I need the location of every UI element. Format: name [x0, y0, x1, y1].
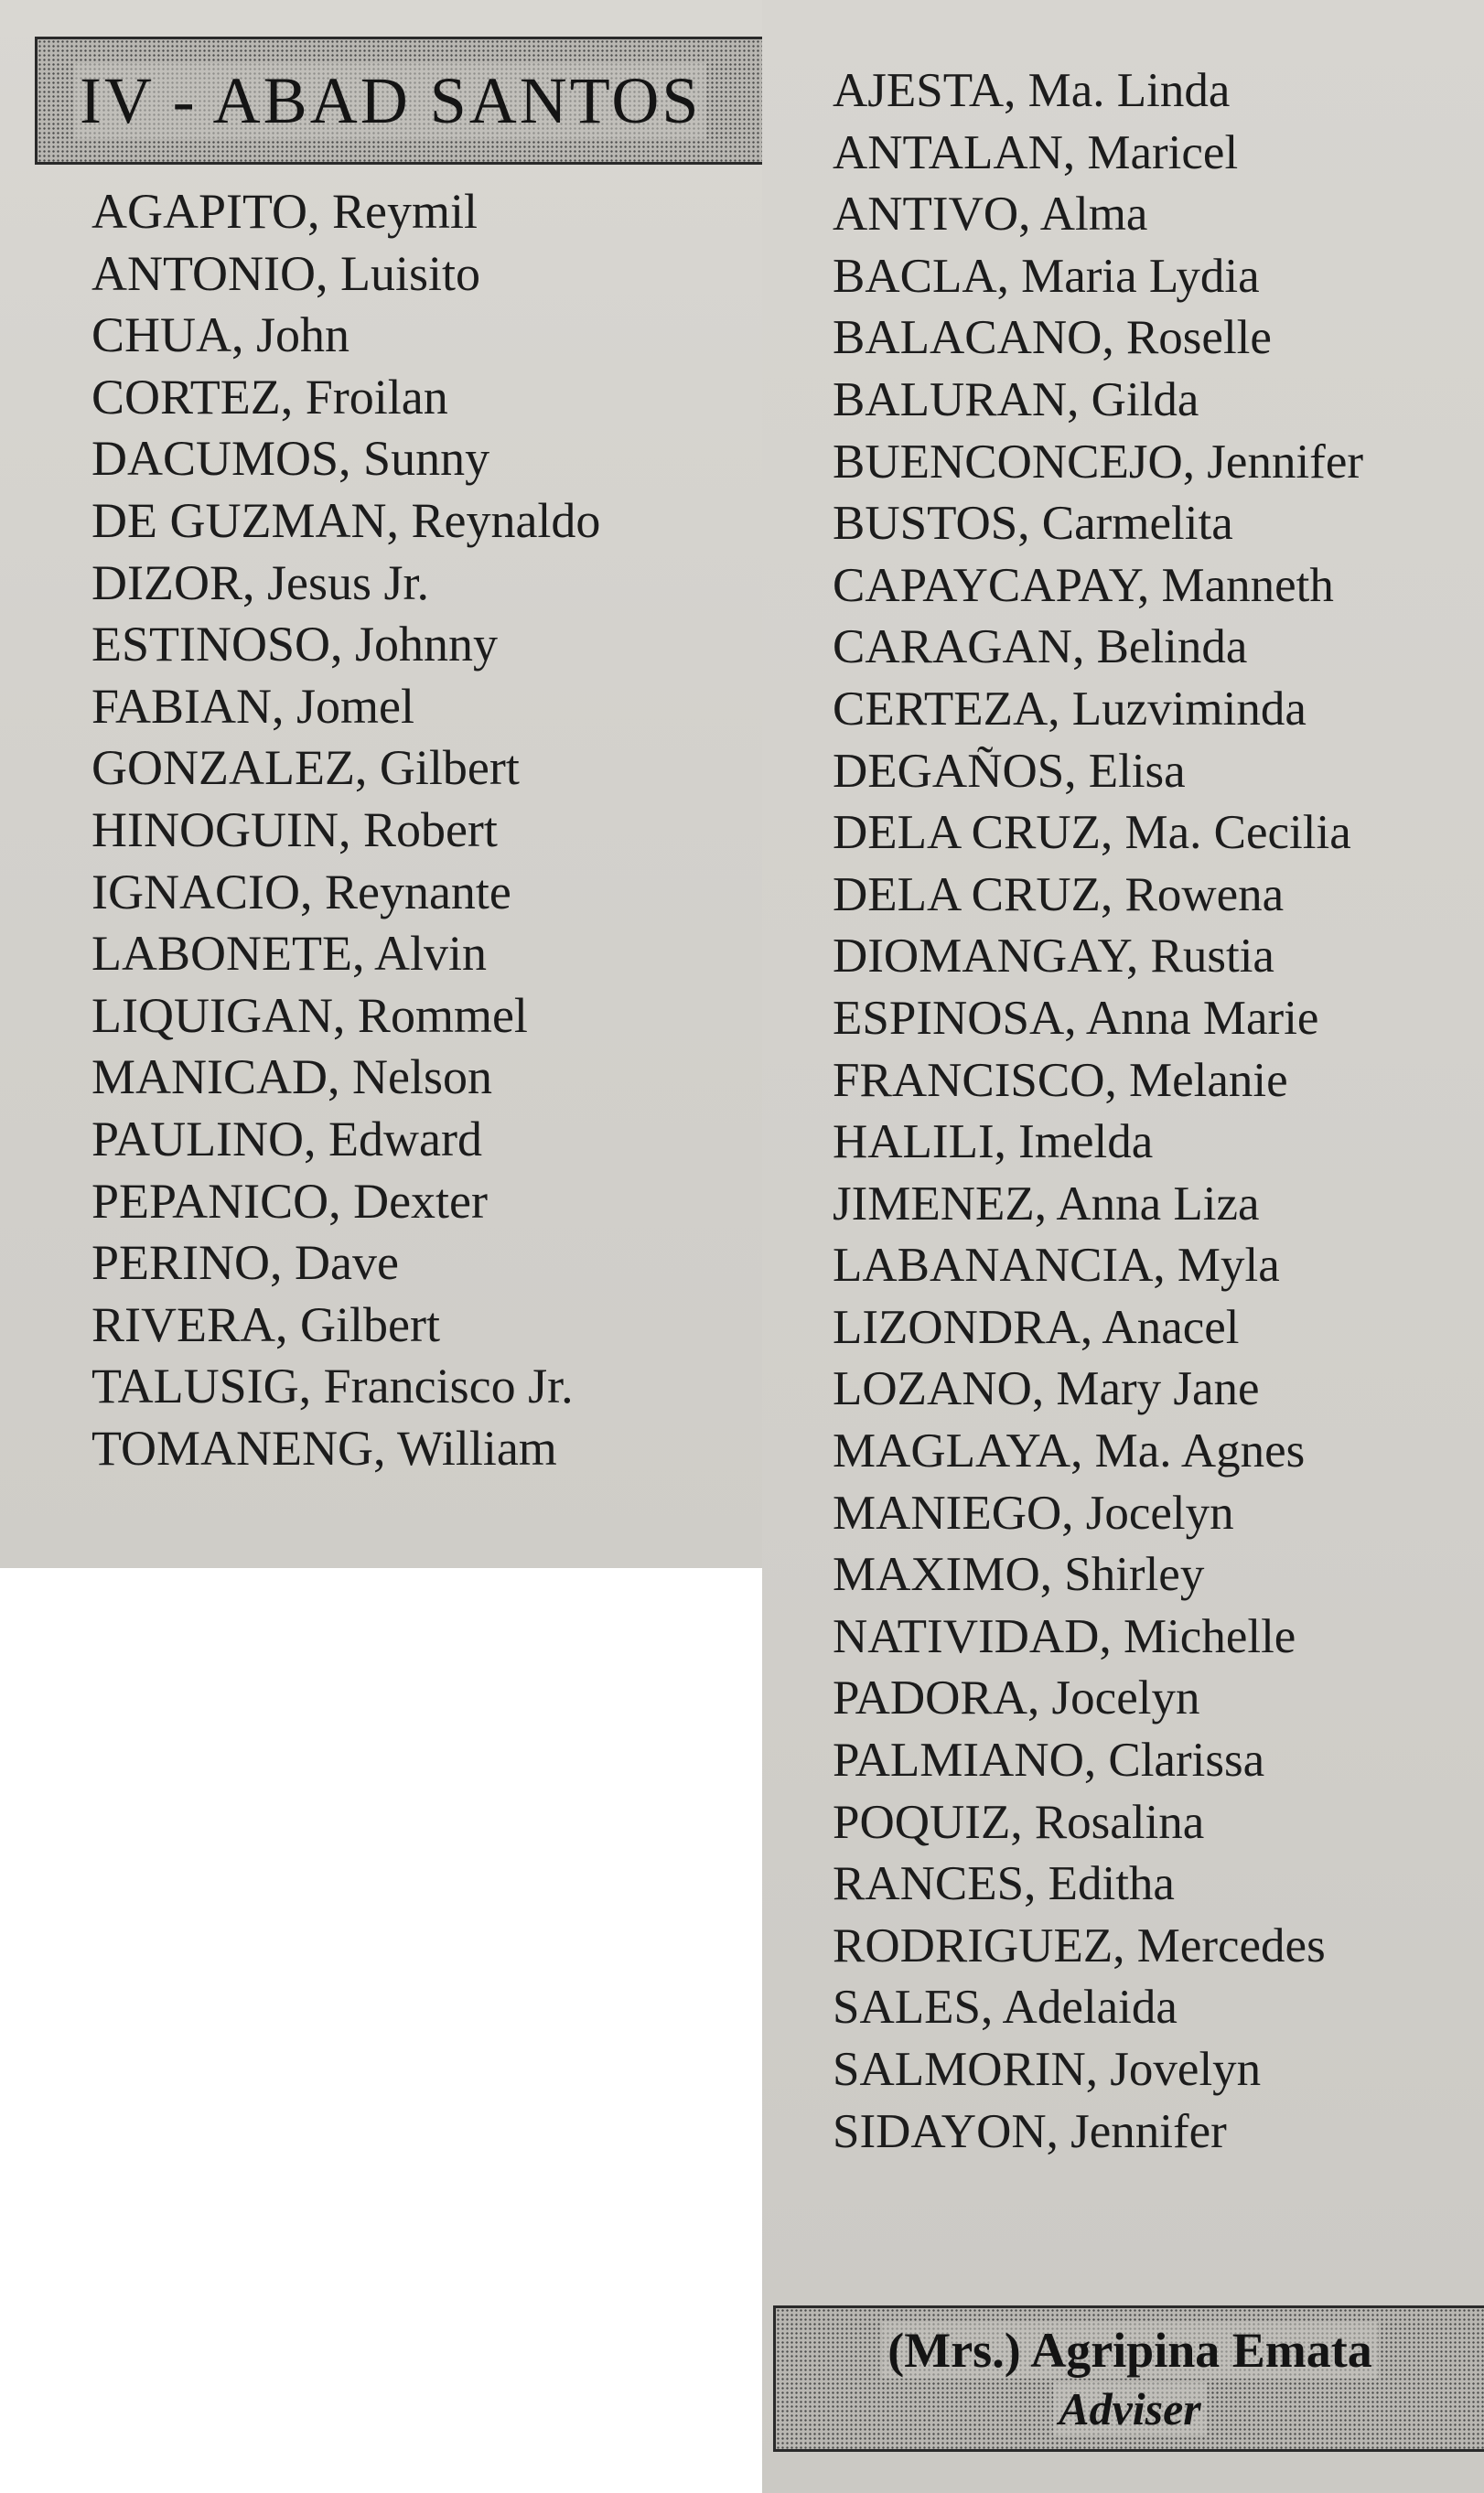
student-name: PEPANICO, Dexter	[91, 1173, 489, 1229]
student-name: LIZONDRA, Anacel	[833, 1300, 1240, 1354]
student-name: IGNACIO, Reynante	[91, 864, 511, 919]
section-title-box	[35, 37, 762, 165]
student-name: BUSTOS, Carmelita	[833, 497, 1233, 551]
boys-name-list	[91, 181, 600, 1479]
student-name: DE GUZMAN, Reynaldo	[91, 492, 601, 548]
student-name: SIDAYON, Jennifer	[833, 2104, 1227, 2158]
student-name: SALES, Adelaida	[833, 1981, 1178, 2035]
student-name: DIZOR, Jesus Jr.	[91, 554, 430, 610]
student-name: LIQUIGAN, Rommel	[91, 987, 528, 1043]
student-name: BALURAN, Gilda	[833, 372, 1199, 426]
student-name: DIOMANGAY, Rustia	[833, 930, 1274, 983]
student-name: ESTINOSO, Johnny	[91, 617, 499, 672]
student-name: SALMORIN, Jovelyn	[833, 2043, 1262, 2096]
student-name: LOZANO, Mary Jane	[833, 1362, 1260, 1416]
student-name: FABIAN, Jomel	[91, 678, 415, 734]
student-name: CARAGAN, Belinda	[833, 620, 1248, 674]
student-name: MAXIMO, Shirley	[833, 1548, 1205, 1602]
student-name: HINOGUIN, Robert	[91, 801, 498, 857]
adviser-box	[773, 2305, 1484, 2452]
left-page-strip	[0, 0, 762, 1568]
student-name: PADORA, Jocelyn	[833, 1671, 1200, 1725]
student-name: CERTEZA, Luzviminda	[833, 682, 1307, 736]
student-name: JIMENEZ, Anna Liza	[833, 1177, 1260, 1230]
student-name: LABANANCIA, Myla	[833, 1239, 1280, 1293]
student-name: ANTIVO, Alma	[833, 188, 1148, 242]
student-name: MANICAD, Nelson	[91, 1049, 492, 1105]
student-name: PAULINO, Edward	[91, 1111, 482, 1166]
girls-name-list	[833, 60, 1363, 2163]
student-name: GONZALEZ, Gilbert	[91, 740, 520, 796]
student-name: PERINO, Dave	[91, 1235, 399, 1291]
student-name: DEGAÑOS, Elisa	[833, 744, 1186, 798]
student-name: CHUA, John	[91, 307, 350, 363]
student-name: CAPAYCAPAY, Manneth	[833, 558, 1334, 612]
student-name: FRANCISCO, Melanie	[833, 1053, 1288, 1107]
student-name: RODRIGUEZ, Mercedes	[833, 1918, 1326, 1972]
student-name: CORTEZ, Froilan	[91, 369, 448, 424]
student-name: ANTONIO, Luisito	[91, 245, 480, 301]
adviser-name: (Mrs.) Agripina Emata	[882, 2322, 1377, 2379]
student-name: BACLA, Maria Lydia	[833, 249, 1260, 303]
student-name: DELA CRUZ, Rowena	[833, 867, 1285, 921]
adviser-role: Adviser	[1053, 2382, 1207, 2435]
section-title: IV - ABAD SANTOS	[74, 63, 706, 139]
student-name: MANIEGO, Jocelyn	[833, 1486, 1234, 1540]
student-name: DELA CRUZ, Ma. Cecilia	[833, 806, 1351, 860]
student-name: ANTALAN, Maricel	[833, 125, 1239, 179]
student-name: HALILI, Imelda	[833, 1115, 1154, 1169]
student-name: RIVERA, Gilbert	[91, 1296, 440, 1352]
student-name: AJESTA, Ma. Linda	[833, 64, 1231, 117]
student-name: POQUIZ, Rosalina	[833, 1795, 1205, 1849]
student-name: AGAPITO, Reymil	[91, 184, 479, 239]
student-name: RANCES, Editha	[833, 1857, 1175, 1911]
student-name: TOMANENG, William	[91, 1420, 557, 1476]
student-name: LABONETE, Alvin	[91, 926, 487, 982]
student-name: TALUSIG, Francisco Jr.	[91, 1359, 574, 1414]
student-name: NATIVIDAD, Michelle	[833, 1609, 1296, 1663]
student-name: BALACANO, Roselle	[833, 311, 1272, 365]
student-name: BUENCONCEJO, Jennifer	[833, 435, 1363, 489]
student-name: ESPINOSA, Anna Marie	[833, 991, 1319, 1045]
student-name: DACUMOS, Sunny	[91, 431, 490, 487]
student-name: PALMIANO, Clarissa	[833, 1734, 1265, 1788]
student-name: MAGLAYA, Ma. Agnes	[833, 1424, 1306, 1478]
